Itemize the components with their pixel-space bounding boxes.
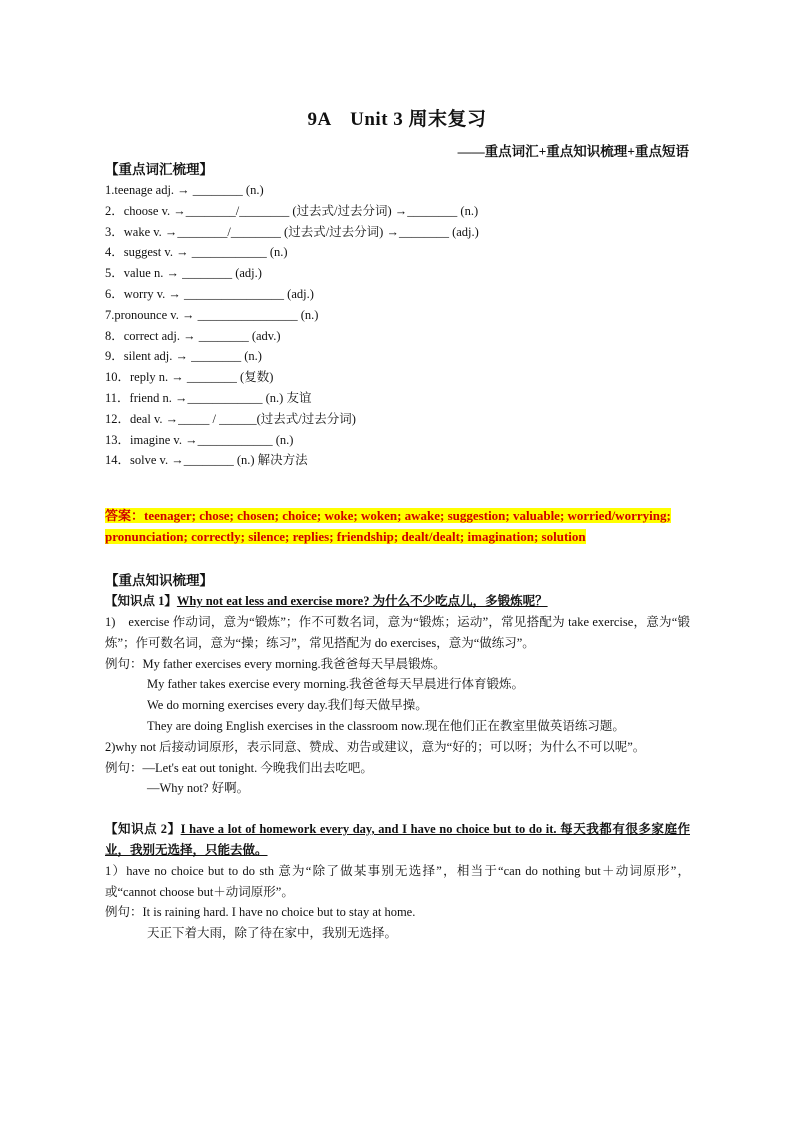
example-sentence: My father takes exercise every morning.我爸爸每天早晨进行体育锻炼。	[147, 677, 525, 692]
vocab-item: 5．value n. → ________ (adj.)	[105, 266, 262, 281]
example-sentence: They are doing English exercises in the classroom now.现在他们正在教室里做英语练习题。	[147, 718, 625, 733]
example-label: 例句：	[105, 905, 143, 920]
example-translation: 天正下着大雨，除了待在家中，我别无选择。	[147, 926, 398, 941]
kp1-paragraph-2: 2)why not 后接动词原形，表示同意、赞成、劝告或建议，意为“好的；可以呀；为什么不可以呢”。	[105, 739, 646, 754]
document-body	[105, 160, 690, 944]
kp1-title: Why not eat less and exercise more? 为什么不少吃点儿，多锻炼呢？	[176, 594, 548, 609]
vocab-item: 12．deal v. →_____ / ______(过去式/过去分词)	[105, 411, 356, 426]
vocab-item: 8．correct adj. → ________ (adv.)	[105, 328, 281, 343]
kp1-label: 【知识点 1】	[105, 594, 177, 609]
example-sentence: We do morning exercises every day.我们每天做早操。	[147, 698, 428, 713]
vocab-item: 13．imagine v. →____________ (n.)	[105, 432, 294, 447]
page-title: 9A Unit 3 周末复习	[307, 109, 487, 130]
vocab-item: 4．suggest v. → ____________ (n.)	[105, 245, 288, 260]
example-label: 例句：	[105, 760, 143, 775]
vocab-item: 9．silent adj. → ________ (n.)	[105, 349, 262, 364]
vocab-item: 10．reply n. → ________ (复数)	[105, 370, 274, 385]
page-subtitle: ——重点词汇+重点知识梳理+重点短语	[457, 144, 689, 159]
answer-block	[105, 505, 690, 547]
vocab-item: 7.pronounce v. → ________________ (n.)	[105, 307, 319, 322]
kp2-label: 【知识点 2】	[105, 822, 181, 837]
vocab-heading: 【重点词汇梳理】	[105, 162, 213, 177]
knowledge-heading: 【重点知识梳理】	[105, 573, 213, 589]
answer-text: 答案：teenager; chose; chosen; choice; woke; woken; awake; suggestion; valuable; worried/worrying; pronunciation; correctly; silence; replies; friendship; dealt/dealt; imagination; solution	[105, 508, 671, 545]
kp2-paragraph-1: 1）have no choice but to do sth 意为“除了做某事别无选择”，相当于“can do nothing but＋动词原形”，或“cannot choose but＋动词原形”。	[105, 863, 690, 899]
kp2-heading	[105, 819, 690, 861]
kp1-heading	[105, 591, 690, 612]
vocab-item: 1.teenage adj. → ________ (n.)	[105, 183, 264, 197]
kp2-title: I have a lot of homework every day, and I have no choice but to do it. 每天我都有很多家庭作业，我别无选择，只能去做。	[105, 822, 690, 857]
kp1-paragraph-1: 1) exercise 作动词，意为“锻炼”；作不可数名词，意为“锻炼；运动”，常见搭配为 take exercise，意为“锻炼”；作可数名词，意为“操；练习”，常见搭配为 do exercises，意为“做练习”。	[105, 614, 690, 650]
vocab-item: 14．solve v. →________ (n.) 解决方法	[105, 453, 308, 468]
example-sentence: My father exercises every morning.我爸爸每天早晨锻炼。	[142, 656, 446, 671]
vocab-item: 3．wake v. →________/________ (过去式/过去分词) →________ (adj.)	[105, 224, 479, 239]
example-label: 例句：	[105, 656, 143, 671]
dialogue-line: —Let's eat out tonight. 今晚我们出去吃吧。	[142, 760, 373, 775]
kp2-example-row	[105, 902, 690, 923]
vocab-item: 11．friend n. →____________ (n.) 友谊	[105, 390, 312, 405]
kp1-example-row	[105, 654, 690, 675]
vocab-list	[105, 180, 690, 471]
vocab-item: 2．choose v. →________/________ (过去式/过去分词) →________ (n.)	[105, 203, 479, 218]
kp1-example2-row	[105, 758, 690, 779]
dialogue-line: —Why not? 好啊。	[147, 781, 250, 796]
vocab-item: 6．worry v. → ________________ (adj.)	[105, 286, 314, 301]
example-sentence: It is raining hard. I have no choice but to stay at home.	[142, 905, 416, 920]
